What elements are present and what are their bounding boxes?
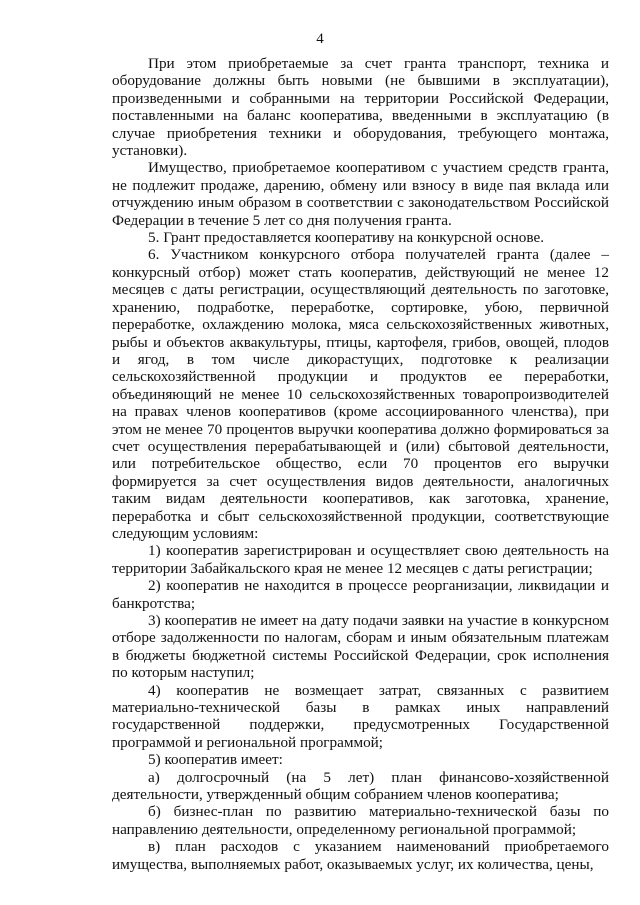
document-body <box>112 55 609 873</box>
condition-1: 1) кооператив зарегистрирован и осуществляет свою деятельность на территории Забайкальского края не менее 12 месяцев с даты регистрации; <box>112 542 609 577</box>
condition-5: 5) кооператив имеет: <box>148 751 283 769</box>
paragraph-equipment-new: При этом приобретаемые за счет гранта транспорт, техника и оборудование должны быть новыми (не бывшими в эксплуатации), произведенными и собранными на территории Российской Федерации, поставленными на баланс кооператива, введенными в эксплуатацию (в случае приобретения техники и оборудования, требующего монтажа, установки). <box>112 55 609 160</box>
page-number: 4 <box>316 31 324 47</box>
condition-2: 2) кооператив не находится в процессе реорганизации, ликвидации и банкротства; <box>112 577 609 612</box>
paragraph-item-6: 6. Участником конкурсного отбора получателей гранта (далее – конкурсный отбор) может стать кооператив, действующий не менее 12 месяцев с даты регистрации, осуществляющий деятельность по заготовке, хранению, подработке, переработке, сортировке, убою, первичной переработке, охлаждению молока, мяса сельскохозяйственных животных, рыбы и объектов аквакультуры, птицы, картофеля, грибов, овощей, плодов и ягод, в том числе дикорастущих, подготовке к реализации сельскохозяйственной продукции и продуктов ее переработки, объединяющий не менее 10 сельскохозяйственных товаропроизводителей на правах членов кооперативов (кроме ассоциированного членства), при этом не менее 70 процентов выручки кооператива должно формироваться за счет осуществления перерабатывающей и (или) сбытовой деятельности, или потребительское общество, если 70 процентов его выручки формируется за счет осуществления видов деятельности, аналогичных таким видам деятельности кооперативов, как заготовка, хранение, переработка и сбыт сельскохозяйственной продукции, соответствующие следующим условиям: <box>112 246 609 542</box>
condition-5v: в) план расходов с указанием наименований приобретаемого имущества, выполняемых работ, оказываемых услуг, их количества, цены, <box>112 838 609 873</box>
condition-4: 4) кооператив не возмещает затрат, связанных с развитием материально-технической базы в рамках иных направлений государственной поддержки, предусмотренных Государственной программой и региональной программой; <box>112 681 609 751</box>
condition-5a: а) долгосрочный (на 5 лет) план финансово-хозяйственной деятельности, утвержденный общим собранием членов кооператива; <box>112 768 609 804</box>
condition-3: 3) кооператив не имеет на дату подачи заявки на участие в конкурсном отборе задолженности по налогам, сборам и иным обязательным платежам в бюджеты бюджетной системы Российской Федерации, срок исполнения по которым наступил; <box>112 612 609 682</box>
paragraph-property-restriction: Имущество, приобретаемое кооперативом с участием средств гранта, не подлежит продаже, дарению, обмену или взносу в виде пая вклада или отчуждению иным образом в соответствии с законодательством Российской Федерации в течение 5 лет со дня получения гранта. <box>112 159 609 229</box>
condition-5b: б) бизнес-план по развитию материально-технической базы по направлению деятельности, определенному региональной программой; <box>112 803 609 838</box>
paragraph-item-5: 5. Грант предоставляется кооперативу на конкурсной основе. <box>148 229 544 247</box>
